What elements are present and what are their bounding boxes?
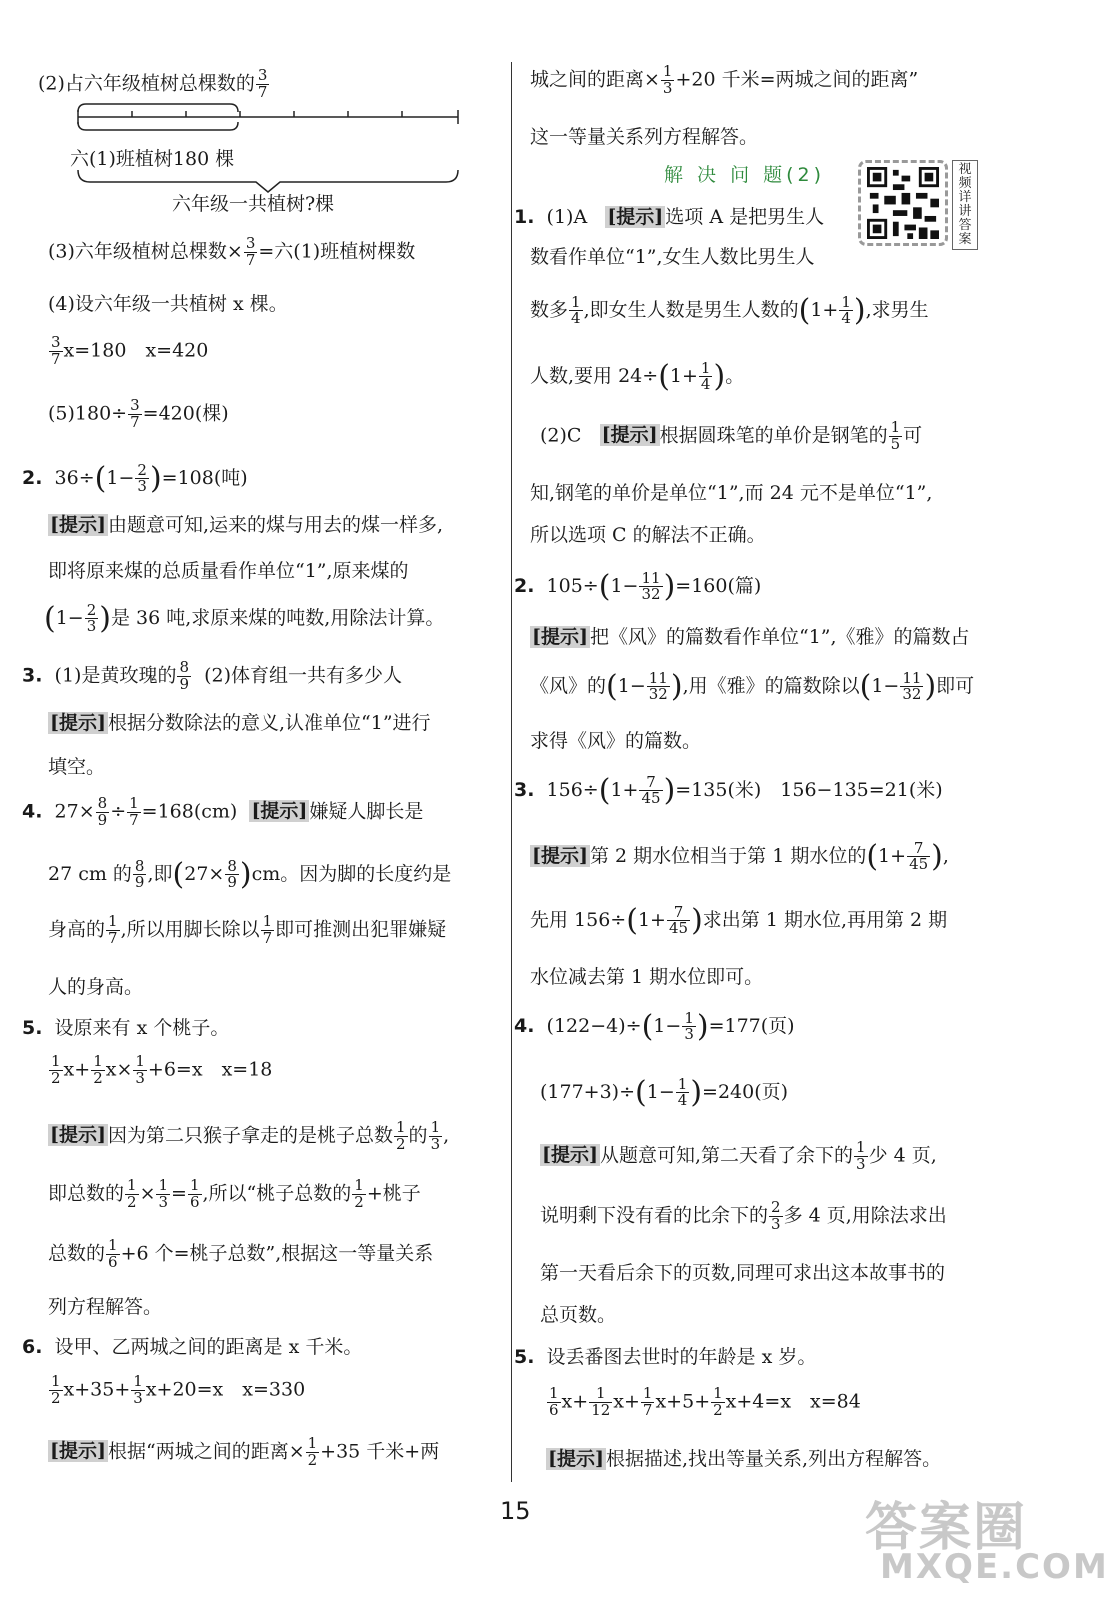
r-q3-hint-1: [提示] 第 2 期水位相当于第 1 期水位的(1+ $\frac{7}{45}$ ),: [532, 838, 949, 874]
q2-hint-3: (1− $\frac{2}{3}$ )是 36 吨,求原来煤的吨数,用除法计算。: [44, 600, 445, 636]
r-q4-hint-2: 说明剩下没有看的比余下的 $\frac{2}{3}$ 多 4 页,用除法求出: [540, 1198, 947, 1233]
q5-hint-1: [提示] 因为第二只猴子拿走的是桃子总数 $\frac{1}{2}$ 的 $\frac{1}{3}$ ,: [50, 1118, 450, 1153]
q4-answer: 4. 27× $\frac{8}{9}$ ÷ $\frac{1}{7}$ =168(cm) [提示] 嫌疑人脚长是: [22, 794, 424, 829]
q2-hint-1: [提示] 由题意可知,运来的煤与用去的煤一样多,: [50, 514, 444, 536]
r-q1b-line-2: 知,钢笔的单价是单位“1”,而 24 元不是单位“1”,: [530, 482, 933, 504]
r-q3-answer: 3. 156÷(1+ $\frac{7}{45}$ )=135(米) 156−135=21(米): [514, 772, 943, 808]
page-number: 15: [500, 1497, 531, 1525]
q5-setup: 5. 设原来有 x 个桃子。: [22, 1017, 230, 1039]
q5-hint-3: 总数的 $\frac{1}{6}$ +6 个=桃子总数”,根据这一等量关系: [48, 1236, 434, 1271]
q3-hint-1: [提示] 根据分数除法的意义,认准单位“1”进行: [50, 712, 431, 734]
r-line-2: 这一等量关系列方程解答。: [530, 126, 759, 148]
r-q1-line-2: 数看作单位“1”,女生人数比男生人: [530, 246, 815, 268]
r-q4-answer-2: (177+3)÷(1− $\frac{1}{4}$ )=240(页): [540, 1074, 789, 1110]
qr-label: 视频详讲答案: [952, 160, 978, 250]
q6-equation: $\frac{1}{2}$ x+35+ $\frac{1}{3}$ x+20=x x=330: [51, 1372, 306, 1407]
q5-equation: $\frac{1}{2}$ x+ $\frac{1}{2}$ x× $\frac{1}{3}$ +6=x x=18: [51, 1052, 273, 1087]
diagram-label-left: 六(1)班植树180 棵: [70, 148, 235, 170]
step-5: (5)180÷ $\frac{3}{7}$ =420(棵): [48, 396, 229, 431]
step-3: (3)六年级植树总棵数× $\frac{3}{7}$ =六(1)班植树棵数: [48, 234, 416, 269]
r-q1-line-3: 数多 $\frac{1}{4}$ ,即女生人数是男生人数的(1+ $\frac{1}{4}$ ),求男生: [530, 292, 929, 328]
column-divider: [511, 62, 512, 1482]
qr-code[interactable]: [858, 160, 948, 246]
r-q2-hint-2: 《风》的(1− $\frac{11}{32}$ ),用《雅》的篇数除以(1− $\frac{11}{32}$ )即可: [530, 668, 975, 704]
r-q4-hint-3: 第一天看后余下的页数,同理可求出这本故事书的: [540, 1262, 946, 1284]
q3-answer: 3. (1)是黄玫瑰的 $\frac{8}{9}$ (2)体育组一共有多少人: [22, 658, 403, 693]
r-q2-hint-3: 求得《风》的篇数。: [530, 730, 702, 752]
r-q5-hint: [提示] 根据描述,找出等量关系,列出方程解答。: [548, 1448, 942, 1470]
watermark-logo: [860, 1485, 1109, 1595]
watermark-text-url: MXQE.COM: [880, 1547, 1109, 1587]
diagram-label-bottom: 六年级一共植树?棵: [172, 193, 335, 215]
r-q3-hint-3: 水位减去第 1 期水位即可。: [530, 966, 764, 988]
r-line-1: 城之间的距离× $\frac{1}{3}$ +20 千米=两城之间的距离”: [530, 62, 919, 97]
diagram-label-top: (2)占六年级植树总棵数的 $\frac{3}{7}$: [38, 66, 268, 101]
r-q3-hint-2: 先用 156÷(1+ $\frac{7}{45}$ )求出第 1 期水位,再用第 2 期: [530, 902, 948, 938]
q4-line-4: 人的身高。: [48, 976, 144, 998]
q2-hint-2: 即将原来煤的总质量看作单位“1”,原来煤的: [48, 560, 409, 582]
r-q5-setup: 5. 设丢番图去世时的年龄是 x 岁。: [514, 1346, 817, 1368]
r-q1b-line-1: (2)C [提示] 根据圆珠笔的单价是钢笔的 $\frac{1}{5}$ 可: [540, 418, 923, 453]
r-q4-hint-4: 总页数。: [540, 1304, 617, 1326]
r-q2-answer: 2. 105÷(1− $\frac{11}{32}$ )=160(篇): [514, 568, 762, 604]
r-q1-line-1: 1. (1)A [提示] 选项 A 是把男生人: [514, 206, 825, 228]
r-q5-equation: $\frac{1}{6}$ x+ $\frac{1}{12}$ x+ $\frac{1}{7}$ x+5+ $\frac{1}{2}$ x+4=x x=84: [549, 1384, 861, 1419]
q2-answer: 2. 36÷(1− $\frac{2}{3}$ )=108(吨): [22, 460, 248, 496]
q4-line-3: 身高的 $\frac{1}{7}$ ,所以用脚长除以 $\frac{1}{7}$ 即可推测出犯罪嫌疑: [48, 912, 447, 947]
q6-setup: 6. 设甲、乙两城之间的距离是 x 千米。: [22, 1336, 363, 1358]
watermark-text-cn: 答案圈: [865, 1498, 1028, 1558]
q4-line-2: 27 cm 的 $\frac{8}{9}$ ,即(27× $\frac{8}{9}$ )cm。因为脚的长度约是: [48, 856, 452, 892]
q6-hint-1: [提示] 根据“两城之间的距离× $\frac{1}{2}$ +35 千米+两: [50, 1434, 440, 1469]
step-4-equation: $\frac{3}{7}$ x=180 x=420: [51, 333, 209, 368]
r-q1-line-4: 人数,要用 24÷(1+ $\frac{1}{4}$ )。: [530, 358, 745, 394]
q3-hint-2: 填空。: [48, 756, 106, 778]
r-q4-hint-1: [提示] 从题意可知,第二天看了余下的 $\frac{1}{3}$ 少 4 页,: [542, 1138, 937, 1173]
r-q4-answer-1: 4. (122−4)÷(1− $\frac{1}{3}$ )=177(页): [514, 1008, 795, 1044]
step-4: (4)设六年级一共植树 x 棵。: [48, 293, 288, 315]
q5-hint-4: 列方程解答。: [48, 1296, 163, 1318]
r-q2-hint-1: [提示] 把《风》的篇数看作单位“1”,《雅》的篇数占: [532, 626, 970, 648]
q5-hint-2: 即总数的 $\frac{1}{2}$ × $\frac{1}{3}$ = $\frac{1}{6}$ ,所以“桃子总数的 $\frac{1}{2}$ +桃子: [48, 1176, 421, 1211]
qr-code-icon: [865, 167, 941, 239]
section-title: 解 决 问 题(2): [664, 164, 826, 186]
r-q1b-line-3: 所以选项 C 的解法不正确。: [530, 524, 766, 546]
